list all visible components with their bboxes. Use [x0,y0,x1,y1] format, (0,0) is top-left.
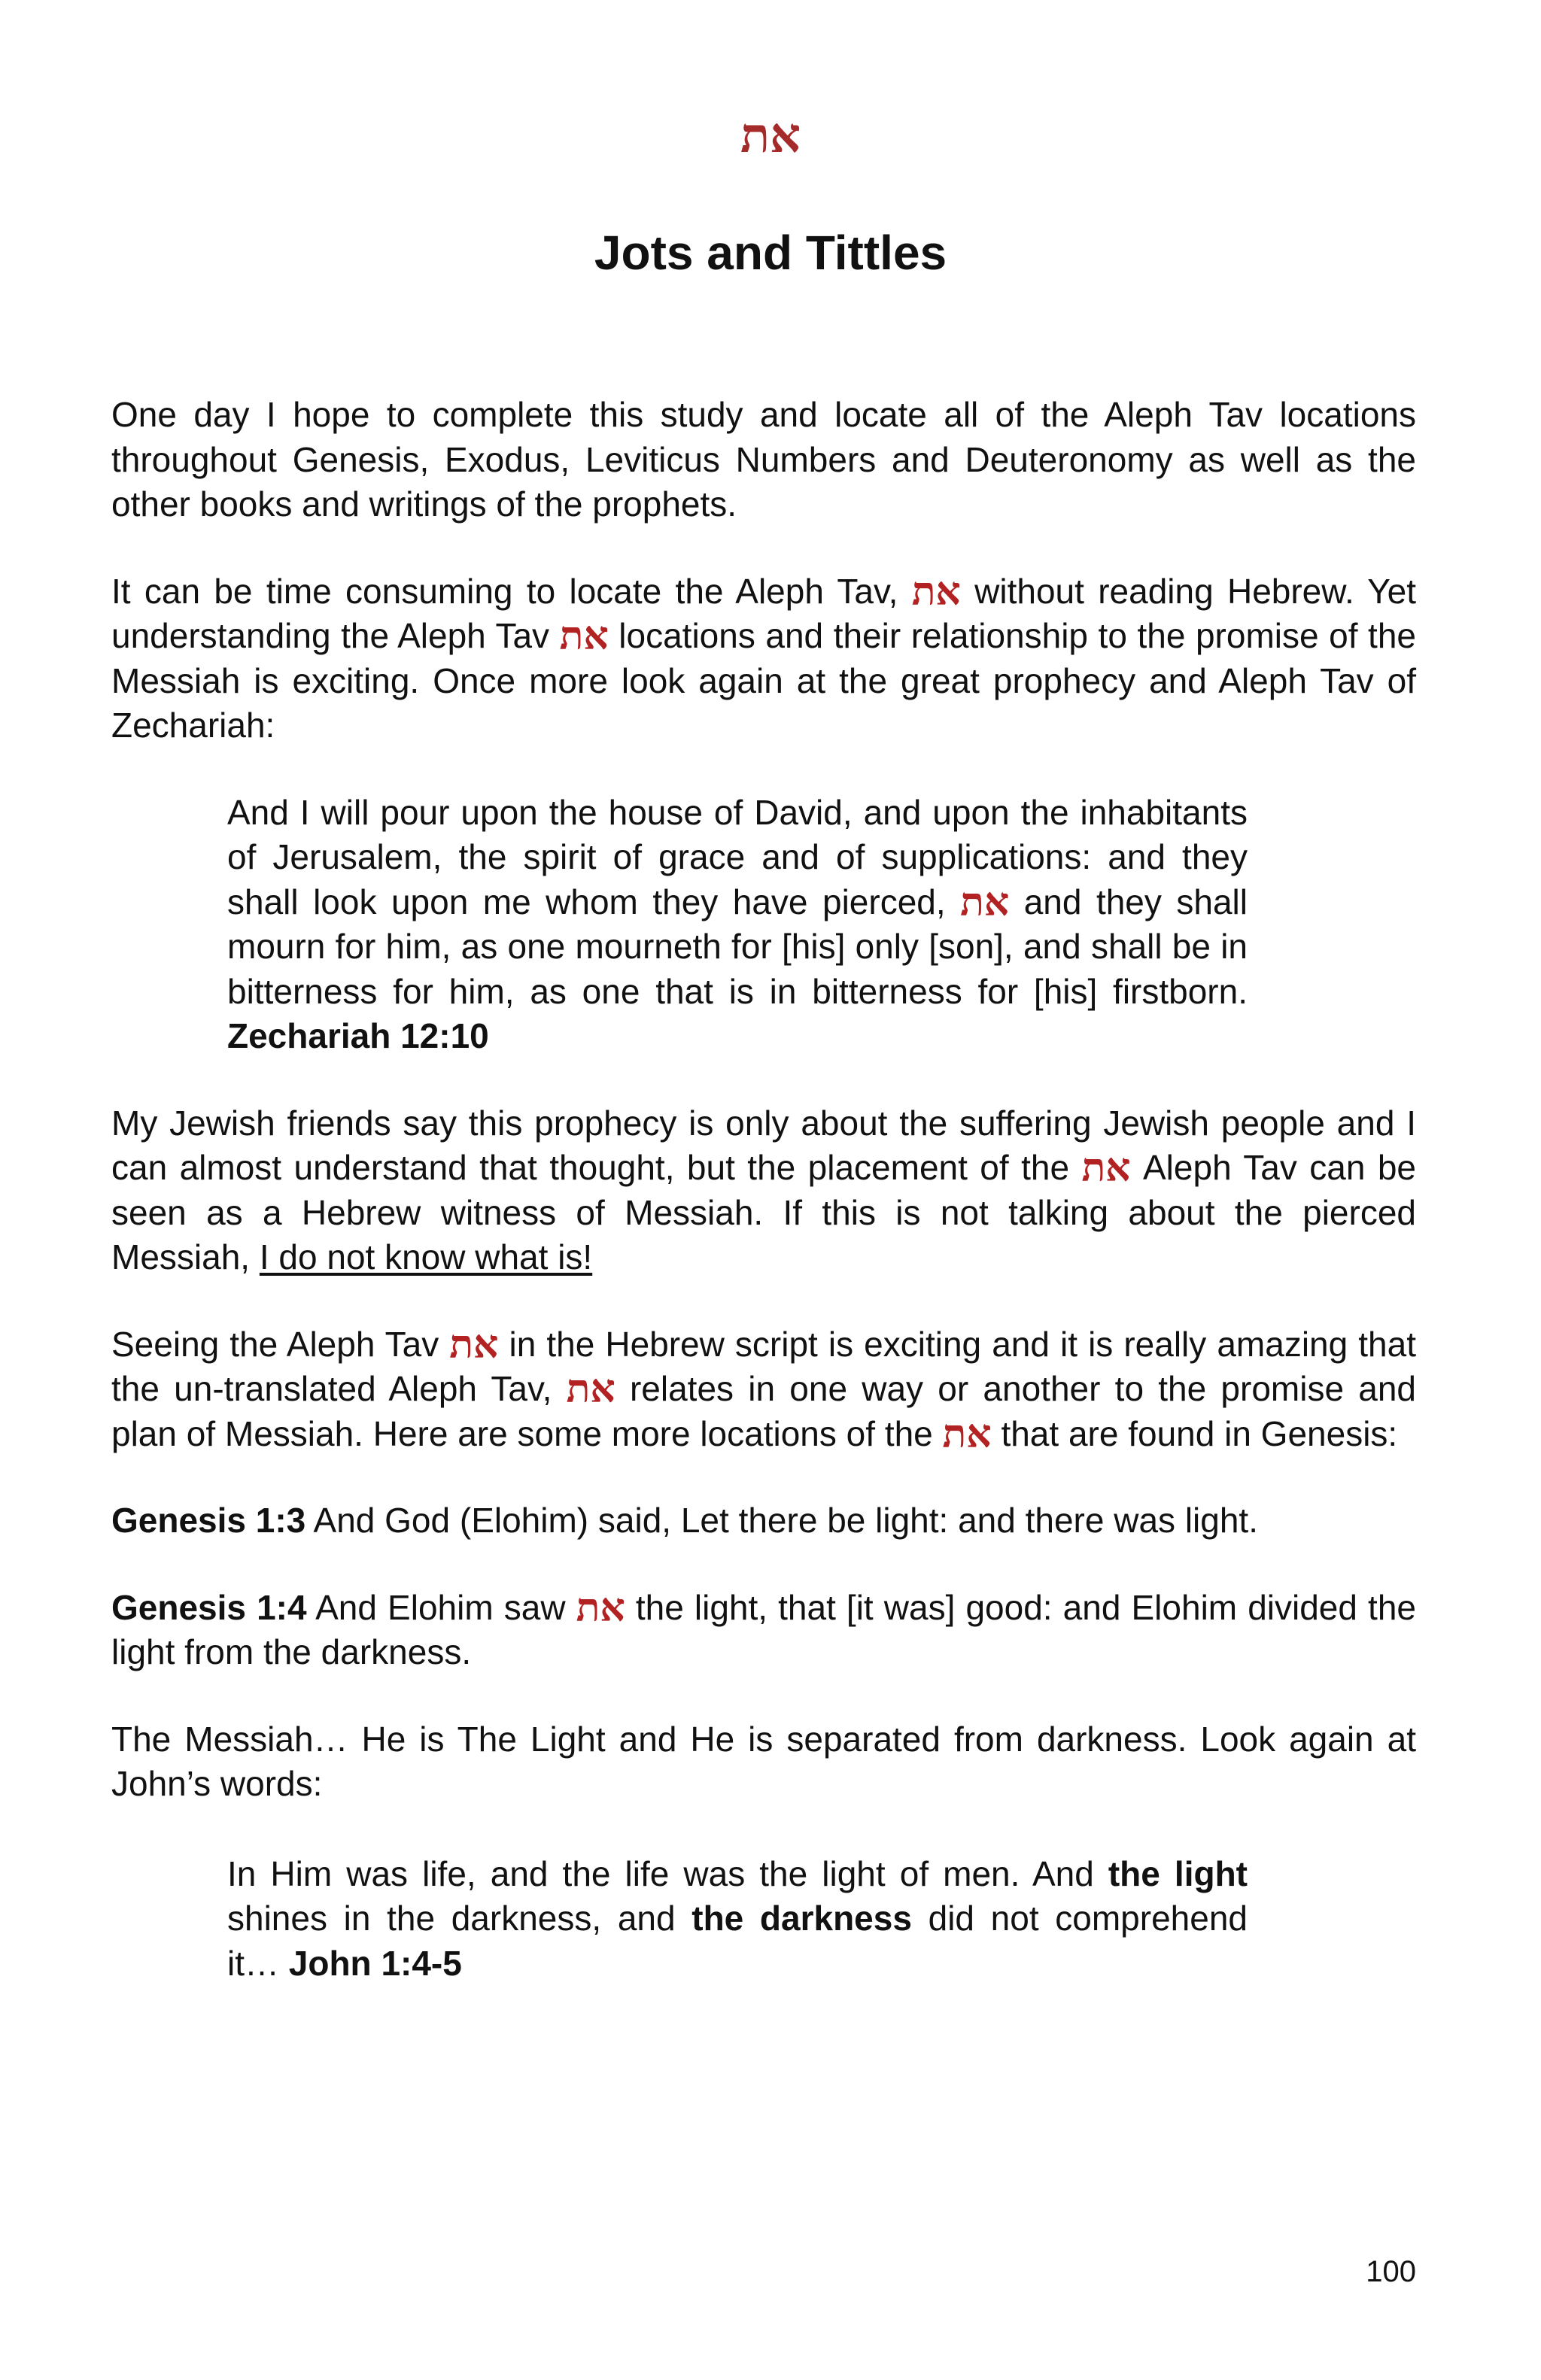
paragraph-hebrew-script: Seeing the Aleph Tav את in the Hebrew script is exciting and it is really amazing that the un-translated Aleph Tav, את relates in one way or another to the promise and plan of Messiah. Here are some more locations of the את that are found in Genesis: [111,1321,1417,1457]
aleph-tav-glyph: את [960,879,1010,925]
quote-reference: Zechariah 12:10 [227,1016,489,1055]
page-title: Jots and Tittles [594,226,947,280]
paragraph-time-consuming: It can be time consuming to locate the Aleph Tav, את without reading Hebrew. Yet understanding the Aleph Tav את locations and their relationship to the promise of the Messiah is exciting. Once more look again at the great prophecy and Aleph Tav of Zechariah: [111,568,1417,745]
aleph-tav-glyph: את [911,568,961,615]
paragraph-messiah-light: The Messiah… He is The Light and He is separated from darkness. Look again at John’s words: [111,1719,1416,1803]
paragraph-intro: One day I hope to complete this study and locate all of the Aleph Tav locations throughout Genesis, Exodus, Leviticus Numbers and Deuteronomy as well as the other books and writings of the prophets. [111,395,1416,524]
aleph-tav-glyph: את [576,1584,625,1631]
paragraph-jewish-friends: My Jewish friends say this prophecy is only about the suffering Jewish people and I can almost understand that thought, but the placement of the את Aleph Tav can be seen as a Hebrew witness of Messiah. If this is not talking about the pierced Messiah, I do not know what is! [111,1103,1416,1277]
aleph-tav-glyph: את [1081,1145,1131,1191]
aleph-tav-glyph: את [942,1410,992,1457]
verse-reference: Genesis 1:3 [111,1501,306,1540]
page-number: 100 [1366,2255,1416,2288]
verse-genesis-1-4: Genesis 1:4 And Elohim saw את the light, that [it was] good: and Elohim divided the light from the darkness. [111,1584,1416,1671]
aleph-tav-glyph: את [559,613,609,659]
aleph-tav-glyph: את [566,1366,615,1412]
page-body [111,393,1416,1986]
quote-reference: John 1:4-5 [288,1943,462,1983]
quote-zechariah: And I will pour upon the house of David, and upon the inhabitants of Jerusalem, the spirit of grace and of supplications: and they shall look upon me whom they have pierced, את and they shall mourn for him, as one mourneth for [his] only [son], and shall be in bitterness for him, as one that is in bitterness for [his] firstborn. Zechariah 12:10 [227,792,1248,1055]
verse-genesis-1-3: Genesis 1:3 And God (Elohim) said, Let there be light: and there was light. [111,1501,1258,1540]
quote-john: In Him was life, and the life was the light of men. And the light shines in the darkness, and the darkness did not comprehend it… John 1:4-5 [227,1853,1248,1983]
verse-reference: Genesis 1:4 [111,1587,307,1627]
aleph-tav-header-glyph: את [740,108,801,164]
aleph-tav-glyph: את [449,1321,499,1368]
underlined-text: I do not know what is! [259,1237,593,1277]
